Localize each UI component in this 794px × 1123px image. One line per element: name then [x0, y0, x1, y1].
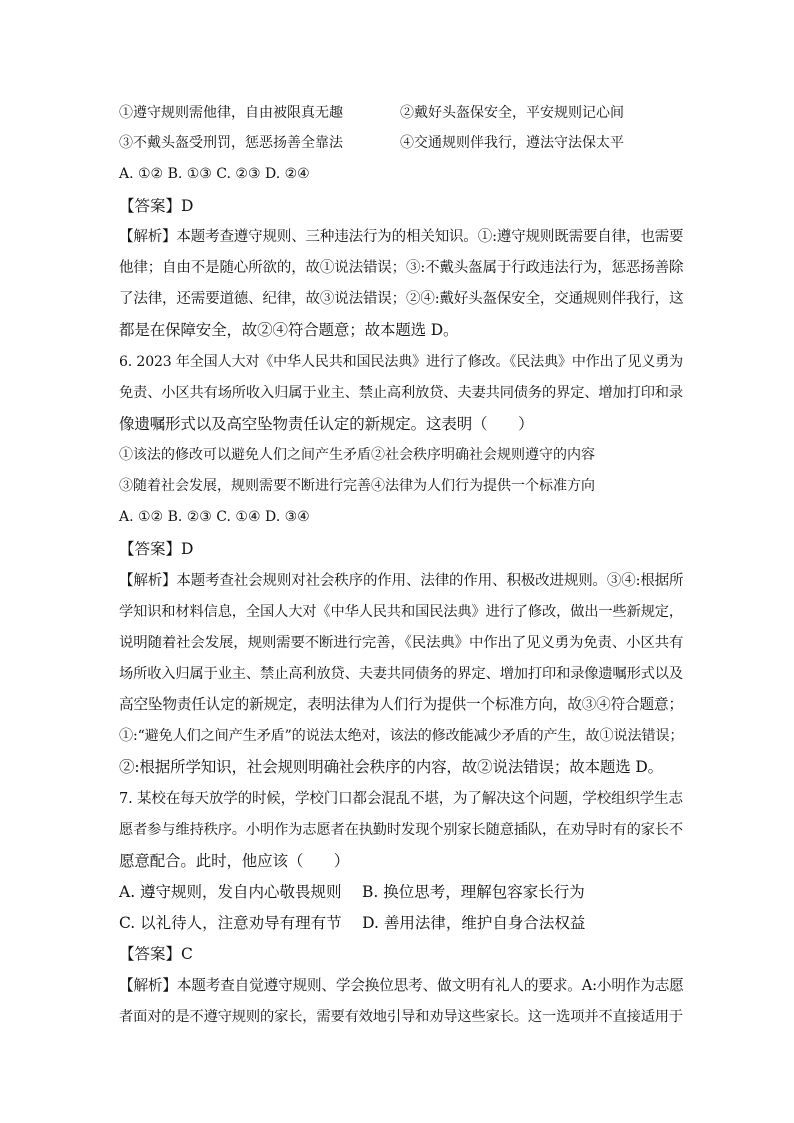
q6-stem-line: 6. 2023 年全国人大对《中华人民共和国民法典》进行了修改。《民法典》中作出了见义勇为	[119, 354, 684, 370]
q6-options-line: ③随着社会发展，规则需要不断进行完善④法律为人们行为提供一个标准方向	[119, 478, 595, 494]
q6-stem-line: 免责、小区共有场所收入归属于业主、禁止高利放贷、夫妻共同债务的界定、增加打印和录	[119, 385, 684, 401]
q5-option-1: ①遵守规则需他律，自由被限真无趣	[119, 105, 343, 121]
q6-analysis-line: 【解析】本题考查社会规则对社会秩序的作用、法律的作用、积极改进规则。③④:根据所	[119, 573, 684, 589]
q6-analysis-line: 学知识和材料信息，全国人大对《中华人民共和国民法典》进行了修改，做出一些新规定，	[119, 604, 684, 620]
q5-option-3: ③不戴头盔受刑罚，惩恶扬善全靠法	[119, 135, 343, 151]
q7-stem-line: 愿者参与维持秩序。小明作为志愿者在执勤时发现个别家长随意插队，在劝导时有的家长不	[119, 822, 684, 838]
q6-analysis-line: 高空坠物责任认定的新规定，表明法律为人们行为提供一个标准方向，故③④符合题意；	[119, 696, 683, 713]
q5-answer: 【答案】D	[119, 197, 194, 215]
q7-options-line: C. 以礼待人，注意劝导有理有节 D. 善用法律，维护自身合法权益	[119, 914, 586, 932]
q5-choices: A. ①② B. ①③ C. ②③ D. ②④	[119, 166, 310, 182]
q5-analysis-line: 【解析】本题考查遵守规则、三种违法行为的相关知识。①:遵守规则既需要自律，也需要	[119, 229, 684, 245]
q7-stem-line: 7. 某校在每天放学的时候，学校门口都会混乱不堪，为了解决这个问题，学校组织学生志	[119, 791, 683, 807]
q5-analysis-line: 都是在保障安全，故②④符合题意；故本题选 D。	[119, 321, 459, 339]
q6-analysis-line: 场所收入归属于业主、禁止高利放贷、夫妻共同债务的界定、增加打印和录像遗嘱形式以及	[119, 666, 684, 682]
q7-analysis-line: 【解析】本题考查自觉遵守规则、学会换位思考、做文明有礼人的要求。A:小明作为志愿	[119, 977, 684, 994]
q5-analysis-line: 了法律，还需要道德、纪律，故③说法错误；②④:戴好头盔保安全，交通规则伴我行，这	[119, 291, 684, 307]
q6-stem-line: 像遗嘱形式以及高空坠物责任认定的新规定。这表明（ ）	[119, 415, 534, 433]
q6-analysis-line: ②:根据所学知识，社会规则明确社会秩序的内容，故②说法错误；故本题选 D。	[119, 758, 664, 776]
q7-stem-line: 愿意配合。此时，他应该（ ）	[119, 852, 350, 870]
q7-analysis-line: 者面对的是不遵守规则的家长，需要有效地引导和劝导这些家长。这一选项并不直接适用于	[119, 1009, 684, 1025]
q6-analysis-line: ①:“避免人们之间产生矛盾”的说法太绝对，该法的修改能减少矛盾的产生，故①说法错误；	[119, 728, 684, 744]
q5-analysis-line: 他律；自由不是随心所欲的，故①说法错误；③:不戴头盔属于行政违法行为，惩恶扬善除	[119, 260, 684, 276]
q6-answer: 【答案】D	[119, 540, 194, 558]
q7-answer: 【答案】C	[119, 945, 193, 963]
q5-option-2: ②戴好头盔保安全，平安规则记心间	[400, 105, 624, 121]
q6-options-line: ①该法的修改可以避免人们之间产生矛盾②社会秩序明确社会规则遵守的内容	[119, 447, 595, 463]
q5-option-4: ④交通规则伴我行，遵法守法保太平	[400, 135, 624, 151]
q7-options-line: A. 遵守规则，发自内心敬畏规则 B. 换位思考，理解包容家长行为	[119, 883, 585, 901]
q6-analysis-line: 说明随着社会发展，规则需要不断进行完善，《民法典》中作出了见义勇为免责、小区共有	[119, 635, 684, 651]
q6-choices: A. ①② B. ②③ C. ①④ D. ③④	[119, 509, 310, 525]
